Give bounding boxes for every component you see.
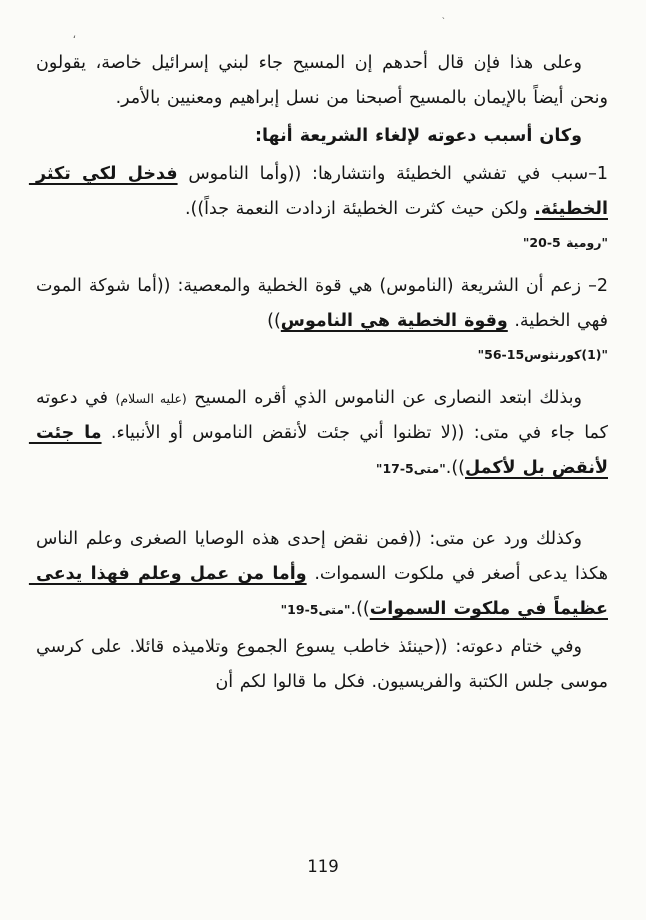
text-run-bold-underline: وقوة الخطية هي الناموس xyxy=(280,311,508,331)
scan-artifact: ، xyxy=(72,28,76,41)
page-number: 119 xyxy=(307,857,339,876)
point-2-law-power-of-sin xyxy=(29,269,608,339)
text-run-bold-underline: فدخل لكي تكثر الخطيئة. xyxy=(28,164,608,219)
text-run-ref-inline: "متى5-17" xyxy=(375,461,446,476)
text-run: "رومية 5-20" xyxy=(522,235,608,250)
reference-corinthians xyxy=(36,345,608,365)
closing-paragraph xyxy=(29,630,608,700)
section-heading xyxy=(36,119,608,154)
matthew-5-19-paragraph xyxy=(28,522,608,627)
text-run: وكان أسبب دعوته لإلغاء الشريعة أنها: xyxy=(254,126,582,146)
reference-romans xyxy=(36,233,608,253)
point-1-law-spreads-sin xyxy=(28,157,608,227)
text-run: 1–سبب في تفشي الخطيئة وانتشارها: ((وأما الناموس xyxy=(177,164,608,184)
text-run: وفي ختام دعوته: ((حينئذ خاطب يسوع الجموع وتلاميذه قائلا. على كرسي موسى جلس الكتبة والفريسيون. فكل ما قالوا لكم أن xyxy=(29,637,608,692)
text-run-ref-inline: "متى5-19" xyxy=(280,602,351,617)
text-run: وبذلك ابتعد النصارى عن الناموس الذي أقره المسيح xyxy=(186,388,583,408)
text-run-small: (عليه السلام) xyxy=(115,391,187,406)
text-run: وعلى هذا فإن قال أحدهم إن المسيح جاء لبني إسرائيل خاصة، يقولون ونحن أيضاً بالإيمان بالمسيح أصبحنا من نسل إبراهيم ومعنيين بالأمر. xyxy=(29,53,608,108)
text-run-bold-underline: وأما من عمل وعلم فهذا يدعى عظيماً في ملكوت السموات xyxy=(28,564,608,619)
text-run: )). xyxy=(445,458,465,478)
text-run: 2– زعم أن الشريعة (الناموس) هي قوة الخطية والمعصية: ((أما شوكة الموت فهي الخطية. xyxy=(29,276,608,331)
text-run: )). xyxy=(350,599,370,619)
matthew-5-17-paragraph xyxy=(28,381,608,486)
scan-artifact: ˎ xyxy=(441,10,446,20)
text-run: ولكن حيث كثرت الخطيئة ازدادت النعمة جداً)). xyxy=(184,199,535,219)
text-run: وكذلك ورد عن متى: ((فمن نقض إحدى هذه الوصايا الصغرى وعلم الناس هكذا يدعى أصغر في ملكوت السموات. xyxy=(29,529,608,584)
text-run: "(1)كورنثوس15-56" xyxy=(477,347,608,362)
intro-paragraph xyxy=(29,46,608,116)
text-block xyxy=(28,46,608,703)
text-run: في دعوته كما جاء في متى: ((لا تظنوا أني جئت لأنقض الناموس أو الأنبياء. xyxy=(29,388,608,443)
text-run: )) xyxy=(267,311,281,331)
text-run-bold-underline: ما جئت لأنقض بل لأكمل xyxy=(28,423,608,478)
